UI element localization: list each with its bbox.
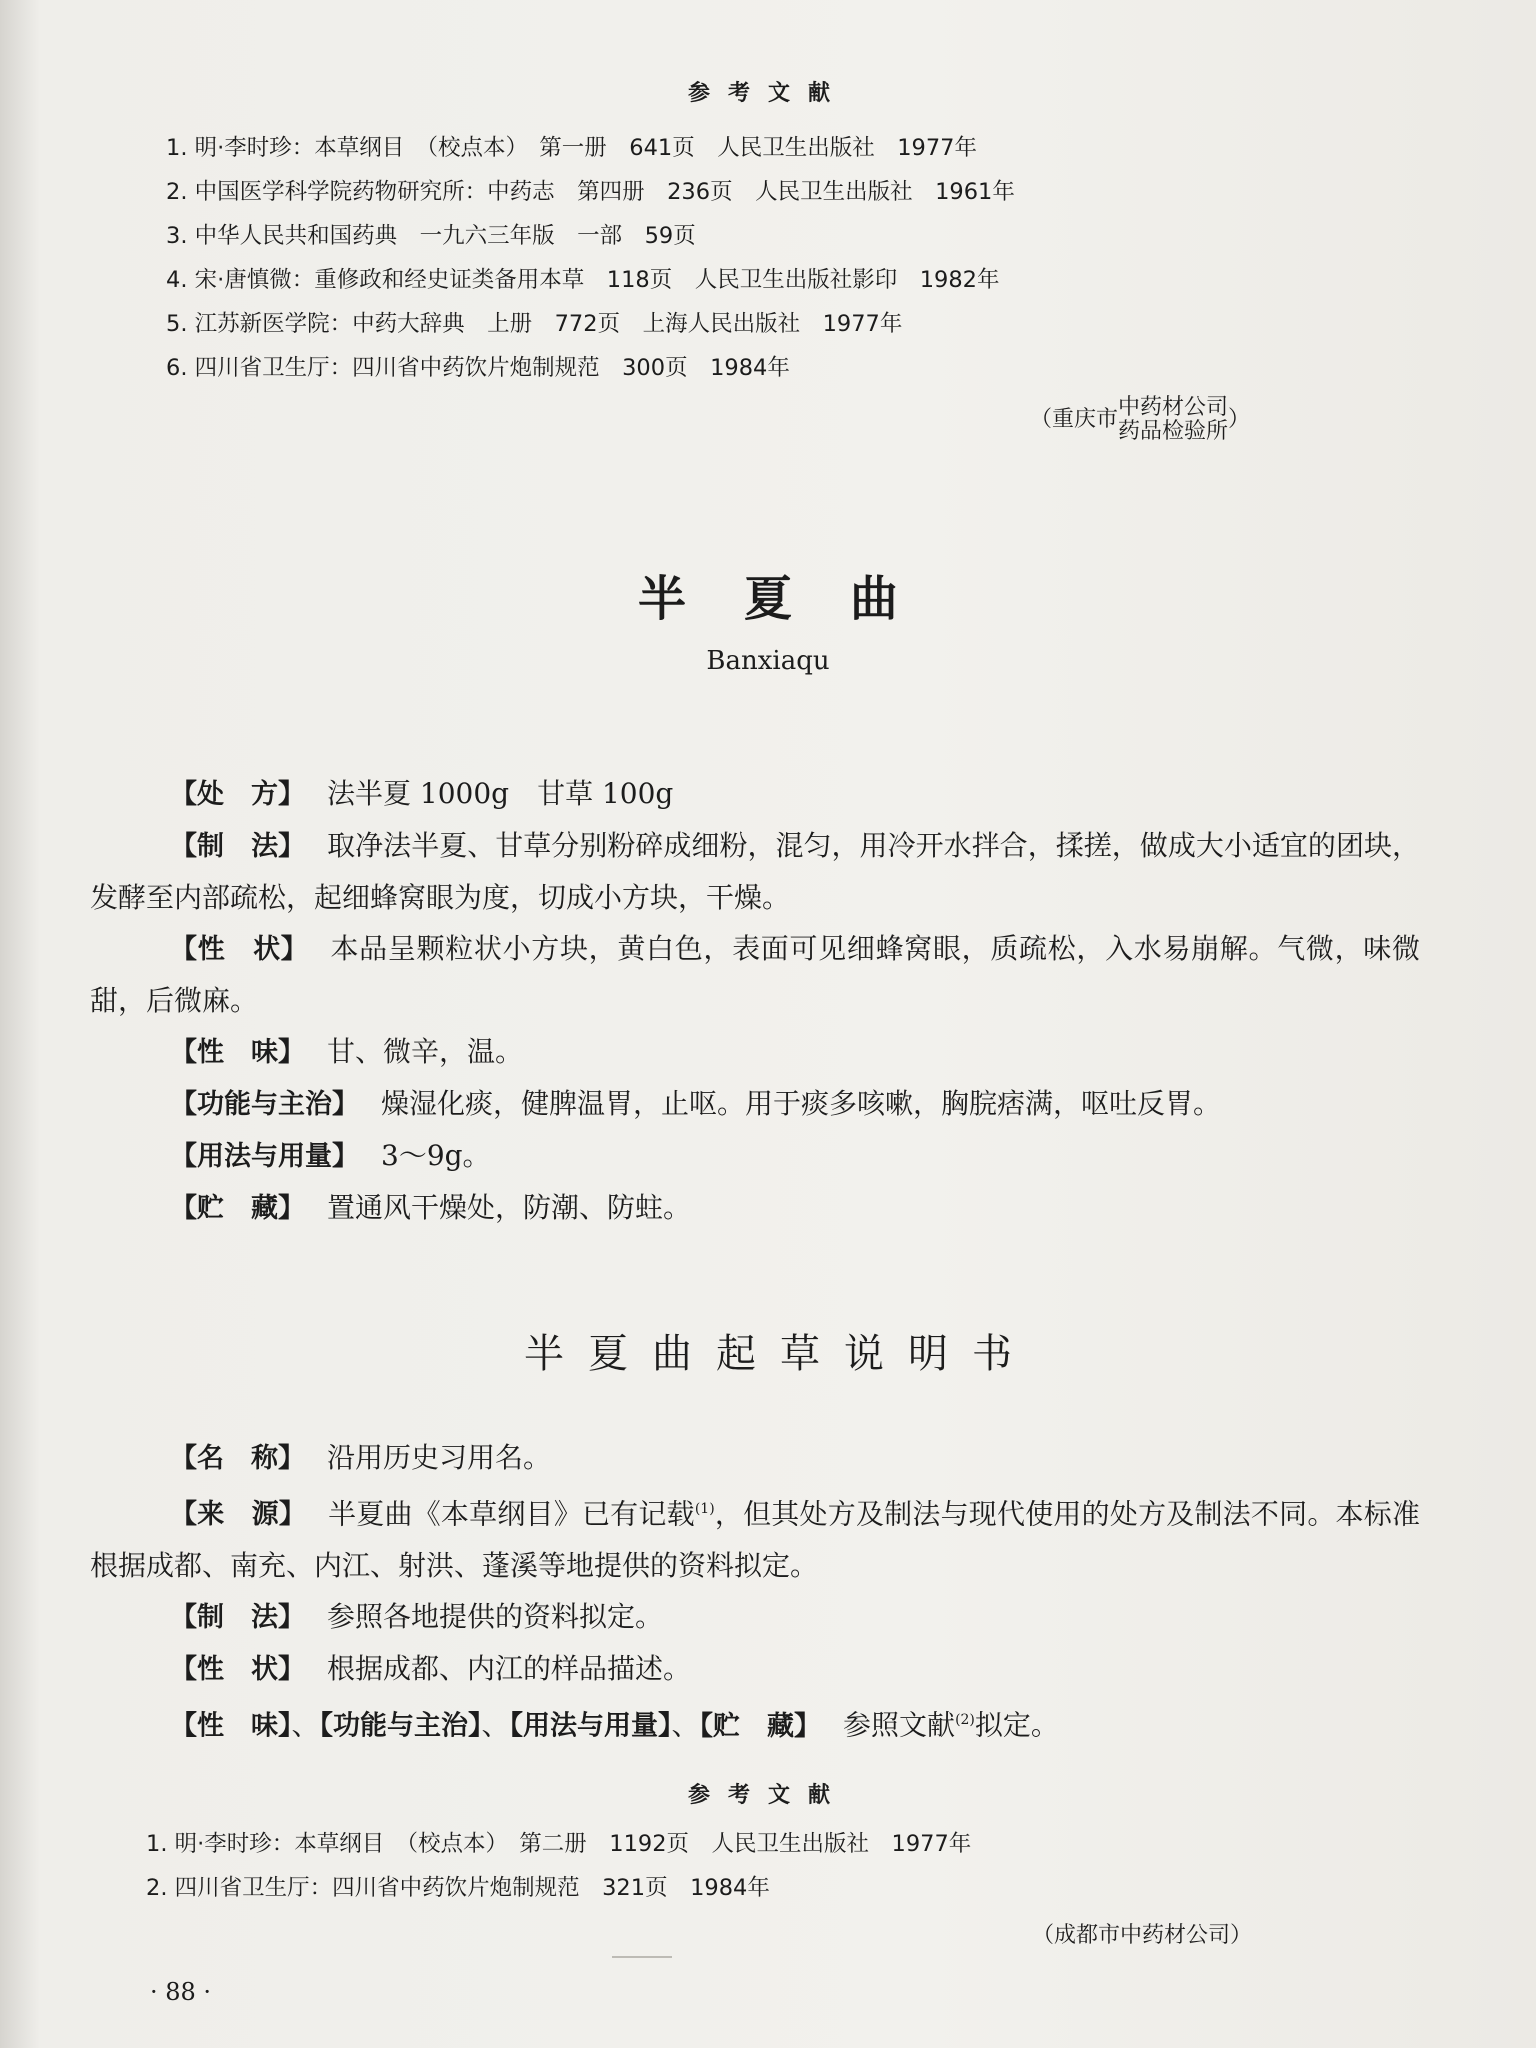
- field-text: 沿用历史习用名。: [327, 1441, 552, 1474]
- field-text: 根据成都、内江的样品描述。: [327, 1652, 692, 1686]
- reference-item: 4. 宋·唐慎微：重修政和经史证类备用本草 118页 人民卫生出版社影印 1982年: [166, 267, 1000, 293]
- field-text: 半夏曲《本草纲目》已有记载: [328, 1497, 695, 1531]
- citation-ref: (2): [955, 1712, 975, 1729]
- footer-mark: [612, 1956, 672, 1958]
- reference-list-1: [166, 126, 1015, 390]
- field-text: 参照各地提供的资料拟定。: [327, 1600, 664, 1634]
- separator: 、: [671, 1708, 700, 1742]
- org-prefix: （重庆市: [1030, 407, 1119, 432]
- reference-item: 1. 明·李时珍：本草纲目 （校点本） 第一册 641页 人民卫生出版社 1977年: [166, 135, 977, 161]
- references-title-1: 参考文献: [687, 81, 848, 106]
- monograph-title: 半夏曲: [637, 571, 956, 627]
- field-label: 【用法与用量】: [170, 1141, 359, 1172]
- reference-item: 6. 四川省卫生厅：四川省中药饮片炮制规范 300页 1984年: [166, 355, 790, 381]
- field-label: 【来 源】: [170, 1499, 307, 1531]
- field-label: 【性 状】: [170, 1654, 305, 1686]
- field-text: 参照文献: [843, 1708, 956, 1742]
- field-label: 【名 称】: [170, 1443, 305, 1474]
- explanation-body: [90, 1432, 1420, 1752]
- field-label: 【制 法】: [170, 831, 306, 862]
- field-characteristics: [90, 1643, 1420, 1695]
- reference-item: 3. 中华人民共和国药典 一九六三年版 一部 59页: [166, 223, 696, 249]
- org-stack: [1118, 396, 1228, 444]
- field-method: [90, 1591, 1420, 1643]
- field-name: [90, 1432, 1420, 1484]
- field-text: 燥湿化痰，健脾温胃，止呕。用于痰多咳嗽，胸脘痞满，呕吐反胃。: [381, 1087, 1222, 1120]
- field-source: [90, 1484, 1420, 1591]
- field-prescription: [90, 768, 1420, 820]
- field-dosage: [90, 1130, 1420, 1182]
- field-combined: [90, 1695, 1420, 1751]
- field-text: 3～9g。: [381, 1139, 491, 1172]
- explanation-title: 半夏曲起草说明书: [524, 1331, 1036, 1377]
- separator: 、: [291, 1708, 320, 1742]
- reference-item: 1. 明·李时珍：本草纲目 （校点本） 第二册 1192页 人民卫生出版社 1977年: [146, 1831, 972, 1857]
- field-label: 【处 方】: [170, 779, 305, 810]
- monograph-pinyin: Banxiaqu: [706, 646, 830, 676]
- reference-item: 5. 江苏新医学院：中药大辞典 上册 772页 上海人民出版社 1977年: [166, 311, 903, 337]
- field-label: 【性 状】: [170, 934, 309, 965]
- reference-item: 2. 四川省卫生厅：四川省中药饮片炮制规范 321页 1984年: [146, 1875, 770, 1901]
- field-actions-indications: [90, 1078, 1420, 1130]
- field-preparation: [90, 820, 1420, 923]
- contributing-organization-1: [1030, 396, 1250, 444]
- field-label: 【功能与主治】: [319, 1710, 482, 1742]
- references-title-2: 参考文献: [687, 1783, 848, 1808]
- field-label: 【用法与用量】: [509, 1710, 672, 1742]
- field-description: [90, 923, 1420, 1026]
- separator: 、: [481, 1708, 510, 1742]
- field-label: 【性 味】: [170, 1710, 292, 1742]
- field-label: 【贮 藏】: [699, 1710, 822, 1742]
- field-storage: [90, 1182, 1420, 1234]
- field-label: 【贮 藏】: [170, 1193, 305, 1224]
- org-suffix: ）: [1228, 407, 1251, 432]
- field-label: 【功能与主治】: [170, 1089, 359, 1120]
- field-label: 【制 法】: [170, 1602, 305, 1634]
- field-text: 法半夏 1000g 甘草 100g: [327, 777, 674, 810]
- field-text: 置通风干燥处，防潮、防蛀。: [327, 1191, 692, 1224]
- field-text: ，但其处方及制法与现代使用的处方及制法不同。本标准根据成都、南充、内江、射洪、蓬溪等地提供的资料拟定。: [90, 1497, 1420, 1583]
- citation-ref: (1): [694, 1501, 715, 1517]
- contributing-organization-2: （成都市中药材公司）: [1032, 1923, 1253, 1948]
- field-text: 拟定。: [974, 1708, 1059, 1742]
- field-text: 甘、微辛，温。: [327, 1035, 524, 1068]
- field-label: 【性 味】: [170, 1037, 305, 1068]
- reference-list-2: [146, 1822, 971, 1910]
- org-line-1: 中药材公司: [1118, 395, 1229, 420]
- monograph-body: [90, 768, 1420, 1234]
- reference-item: 2. 中国医学科学院药物研究所：中药志 第四册 236页 人民卫生出版社 1961年: [166, 179, 1015, 205]
- org-line-2: 药品检验所: [1118, 419, 1229, 444]
- page-number: · 88 ·: [150, 1978, 212, 2006]
- field-text: 本品呈颗粒状小方块，黄白色，表面可见细蜂窝眼，质疏松，入水易崩解。气微，味微甜，后微麻。: [90, 932, 1420, 1017]
- field-property-flavor: [90, 1026, 1420, 1078]
- field-text: 取净法半夏、甘草分别粉碎成细粉，混匀，用冷开水拌合，揉搓，做成大小适宜的团块，发酵至内部疏松，起细蜂窝眼为度，切成小方块，干燥。: [90, 829, 1420, 914]
